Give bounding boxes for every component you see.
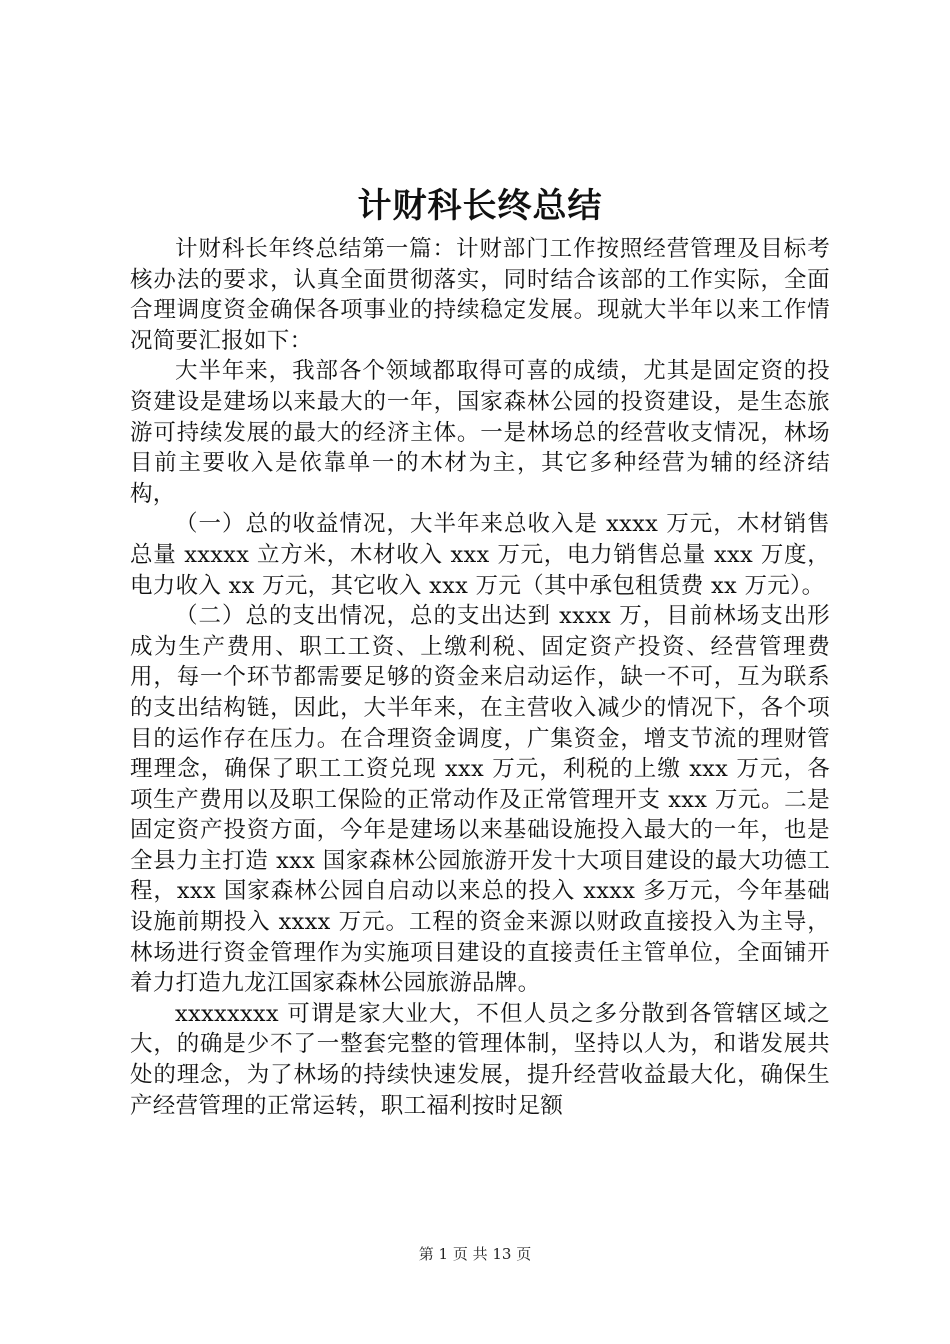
document-title: 计财科长终总结	[357, 186, 603, 226]
paragraph-management: xxxxxxxx 可谓是家大业大，不但人员之多分散到各管辖区域之大，的确是少不了一整套完整的管理体制，坚持以人为，和谐发展共处的理念，为了林场的持续快速发展，提升经营收益最大化，确保生产经营管理的正常运转，职工福利按时足额	[130, 1000, 830, 1119]
page-number-footer: 第 1 页 共 13 页	[418, 1245, 532, 1263]
paragraph-overview: 大半年来，我部各个领域都取得可喜的成绩，尤其是固定资的投资建设是建场以来最大的一年，国家森林公园的投资建设，是生态旅游可持续发展的最大的经济主体。一是林场总的经营收支情况，林场目前主要收入是依靠单一的木材为主，其它多种经营为辅的经济结构，	[130, 358, 830, 507]
paragraph-income: （一）总的收益情况，大半年来总收入是 xxxx 万元，木材销售总量 xxxxx 立方米，木材收入 xxx 万元，电力销售总量 xxx 万度，电力收入 xx 万元，其它收入 xxx 万元（其中承包租赁费 xx 万元）。	[130, 511, 830, 599]
paragraph-expenditure: （二）总的支出情况，总的支出达到 xxxx 万，目前林场支出形成为生产费用、职工工资、上缴利税、固定资产投资、经营管理费用，每一个环节都需要足够的资金来启动运作，缺一不可，互为联系的支出结构链，因此，大半年来，在主营收入减少的情况下，各个项目的运作存在压力。在合理资金调度，广集资金，增支节流的理财管理理念，确保了职工工资兑现 xxx 万元，利税的上缴 xxx 万元，各项生产费用以及职工保险的正常动作及正常管理开支 xxx 万元。二是固定资产投资方面，今年是建场以来基础设施投入最大的一年，也是全县力主打造 xxx 国家森林公园旅游开发十大项目建设的最大功德工程，xxx 国家森林公园自启动以来总的投入 xxxx 多万元，今年基础设施前期投入 xxxx 万元。工程的资金来源以财政直接投入为主导，林场进行资金管理作为实施项目建设的直接责任主管单位，全面铺开着力打造九龙江国家森林公园旅游品牌。	[130, 603, 830, 997]
paragraph-intro: 计财科长年终总结第一篇：计财部门工作按照经营管理及目标考核办法的要求，认真全面贯彻落实，同时结合该部的工作实际，全面合理调度资金确保各项事业的持续稳定发展。现就大半年以来工作情况简要汇报如下：	[130, 236, 830, 354]
document-body	[130, 234, 830, 1121]
